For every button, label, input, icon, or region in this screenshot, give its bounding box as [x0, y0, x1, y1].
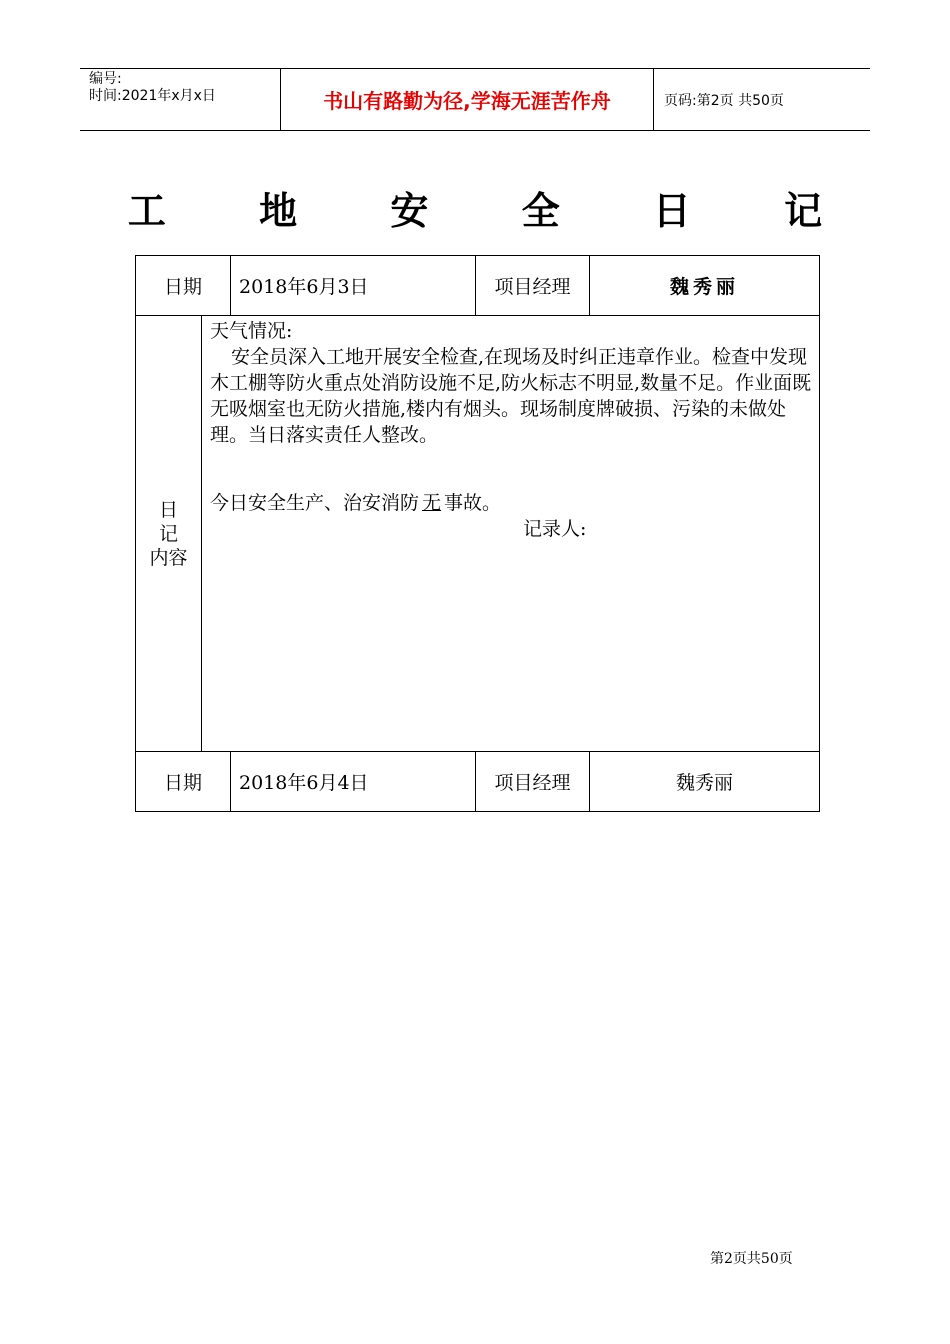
- manager-signature: 魏秀丽: [590, 256, 820, 316]
- summary-value: 无: [422, 492, 442, 514]
- side-char: 内容: [149, 546, 188, 569]
- entry-row: [136, 752, 820, 812]
- manager-label: 项目经理: [476, 752, 590, 812]
- diary-content: [202, 316, 820, 752]
- time-label: 时间:2021年x月x日: [89, 88, 216, 104]
- header-meta: [80, 69, 281, 130]
- recorder-label: 记录人:: [523, 518, 587, 540]
- diary-side-label: [136, 316, 202, 752]
- page-header: [80, 68, 870, 131]
- page-footer: 第2页共50页: [710, 1251, 793, 1267]
- date-value: 2018年6月3日: [231, 256, 476, 316]
- date-label: 日期: [136, 752, 231, 812]
- diary-content-row: [136, 316, 820, 752]
- date-label: 日期: [136, 256, 231, 316]
- diary-body: 安全员深入工地开展安全检查,在现场及时纠正违章作业。检查中发现木工棚等防火重点处消防设施不足,防火标志不明显,数量不足。作业面既无吸烟室也无防火措施,楼内有烟头。现场制度牌破损、污染的未做处理。当日落实责任人整改。: [210, 346, 812, 446]
- safety-diary-table: [135, 255, 820, 812]
- header-page-info: 页码:第2页 共50页: [664, 92, 784, 109]
- side-char: 日: [158, 498, 178, 521]
- manager-label: 项目经理: [476, 256, 590, 316]
- date-value: 2018年6月4日: [231, 752, 476, 812]
- weather-line: 天气情况:: [210, 320, 293, 342]
- entry-row: [136, 256, 820, 316]
- page-title: 工 地 安 全 日 记: [127, 189, 863, 233]
- manager-name: 魏秀丽: [590, 752, 820, 812]
- summary-line: [210, 490, 813, 516]
- side-char: 记: [158, 522, 178, 545]
- number-label: 编号:: [89, 71, 122, 87]
- header-motto: 书山有路勤为径,学海无涯苦作舟: [281, 69, 654, 130]
- summary-prefix: 今日安全生产、治安消防: [210, 492, 420, 514]
- summary-suffix: 事故。: [444, 492, 502, 514]
